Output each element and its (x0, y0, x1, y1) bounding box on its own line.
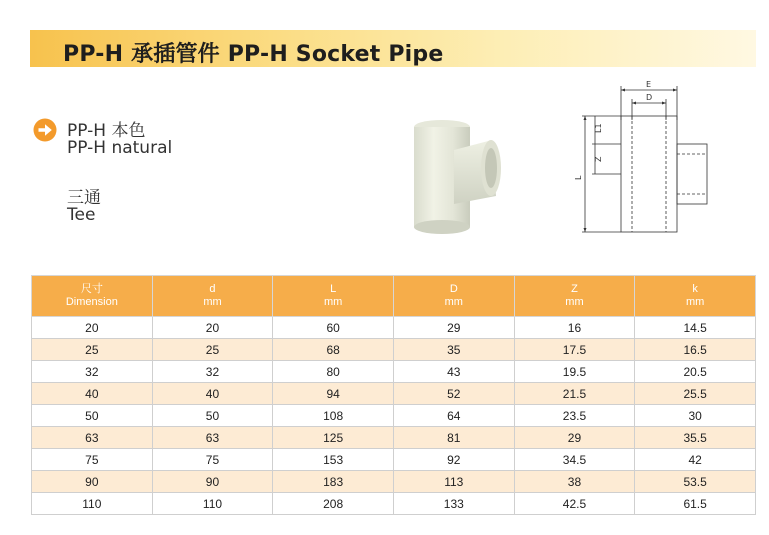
table-row (32, 339, 756, 361)
col-header-d: d mm (152, 276, 273, 317)
table-cell: 14.5 (635, 317, 756, 339)
table-cell: 32 (32, 361, 153, 383)
table-cell: 35 (393, 339, 514, 361)
table-cell: 208 (273, 493, 394, 515)
table-cell: 42.5 (514, 493, 635, 515)
table-cell: 81 (393, 427, 514, 449)
tee-fitting-photo (404, 118, 514, 236)
table-cell: 133 (393, 493, 514, 515)
col-header-z: Z mm (514, 276, 635, 317)
table-cell: 21.5 (514, 383, 635, 405)
table-cell: 68 (273, 339, 394, 361)
table-cell: 20.5 (635, 361, 756, 383)
table-cell: 43 (393, 361, 514, 383)
table-cell: 63 (152, 427, 273, 449)
table-cell: 16 (514, 317, 635, 339)
table-row (32, 383, 756, 405)
table-cell: 29 (514, 427, 635, 449)
table-cell: 38 (514, 471, 635, 493)
table-cell: 60 (273, 317, 394, 339)
table-cell: 110 (32, 493, 153, 515)
col-header-l: L mm (273, 276, 394, 317)
table-cell: 40 (32, 383, 153, 405)
table-cell: 61.5 (635, 493, 756, 515)
col-header-dimension: 尺寸 Dimension (32, 276, 153, 317)
table-cell: 50 (152, 405, 273, 427)
material-cn: PP-H 本色 (67, 121, 146, 141)
table-cell: 32 (152, 361, 273, 383)
table-cell: 92 (393, 449, 514, 471)
table-header-row (32, 276, 756, 317)
diagram-label-l: L (574, 175, 583, 180)
table-cell: 94 (273, 383, 394, 405)
table-row (32, 471, 756, 493)
table-cell: 53.5 (635, 471, 756, 493)
table-cell: 108 (273, 405, 394, 427)
table-cell: 153 (273, 449, 394, 471)
material-en: PP-H natural (67, 138, 173, 158)
table-cell: 25 (152, 339, 273, 361)
table-cell: 64 (393, 405, 514, 427)
table-cell: 125 (273, 427, 394, 449)
table-cell: 25.5 (635, 383, 756, 405)
tee-dimension-diagram (570, 80, 720, 240)
table-row (32, 427, 756, 449)
table-cell: 19.5 (514, 361, 635, 383)
table-cell: 30 (635, 405, 756, 427)
spec-table (31, 275, 756, 515)
table-row (32, 449, 756, 471)
title-banner (30, 30, 756, 67)
type-cn: 三通 (67, 188, 101, 208)
diagram-label-d: D (646, 93, 653, 102)
table-cell: 52 (393, 383, 514, 405)
table-cell: 90 (32, 471, 153, 493)
table-cell: 90 (152, 471, 273, 493)
table-cell: 25 (32, 339, 153, 361)
table-cell: 23.5 (514, 405, 635, 427)
table-cell: 75 (32, 449, 153, 471)
type-en: Tee (67, 205, 96, 225)
col-header-k: k mm (635, 276, 756, 317)
table-cell: 80 (273, 361, 394, 383)
table-cell: 75 (152, 449, 273, 471)
table-cell: 42 (635, 449, 756, 471)
diagram-label-l1: L1 (594, 123, 603, 133)
table-row (32, 493, 756, 515)
diagram-label-z: Z (594, 156, 603, 162)
page-title: PP-H 承插管件 PP-H Socket Pipe (63, 42, 444, 67)
table-row (32, 405, 756, 427)
arrow-right-icon (33, 118, 57, 142)
col-header-big-d: D mm (393, 276, 514, 317)
table-cell: 16.5 (635, 339, 756, 361)
table-cell: 20 (32, 317, 153, 339)
table-cell: 183 (273, 471, 394, 493)
table-cell: 110 (152, 493, 273, 515)
table-cell: 20 (152, 317, 273, 339)
table-cell: 29 (393, 317, 514, 339)
table-cell: 50 (32, 405, 153, 427)
table-row (32, 361, 756, 383)
table-cell: 35.5 (635, 427, 756, 449)
table-row (32, 317, 756, 339)
table-cell: 40 (152, 383, 273, 405)
table-cell: 63 (32, 427, 153, 449)
table-cell: 34.5 (514, 449, 635, 471)
table-cell: 113 (393, 471, 514, 493)
diagram-label-e: E (646, 80, 652, 89)
table-cell: 17.5 (514, 339, 635, 361)
